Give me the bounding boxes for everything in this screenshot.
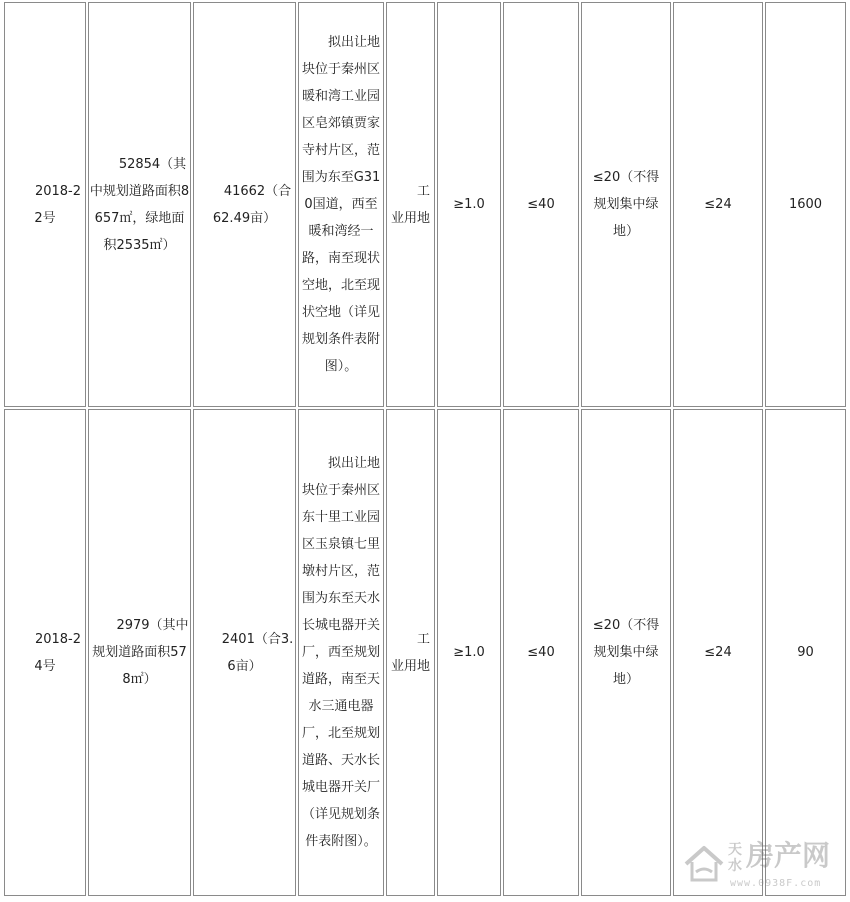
green-ratio-cell: ≤20（不得规划集中绿地） [581, 2, 671, 407]
plot-ratio-cell: ≥1.0 [437, 409, 501, 896]
location-cell: 拟出让地块位于秦州区暖和湾工业园区皂郊镇贾家寺村片区，范围为东至G310国道，西至暖和湾经一路，南至现状空地，北至现状空地（详见规划条件表附图）。 [298, 2, 384, 407]
table-row [4, 409, 846, 896]
parcel-number-cell: 2018-24号 [4, 409, 86, 896]
watermark-small-text: 天水 [728, 842, 742, 874]
net-area-cell: 2401（合3.6亩） [193, 409, 296, 896]
green-ratio-cell: ≤20（不得规划集中绿地） [581, 409, 671, 896]
building-density-cell: ≤40 [503, 2, 579, 407]
building-density-cell: ≤40 [503, 409, 579, 896]
net-area-cell: 41662（合62.49亩） [193, 2, 296, 407]
house-logo-icon [682, 842, 726, 886]
table-row [4, 2, 846, 407]
land-use-cell: 工业用地 [386, 2, 435, 407]
total-area-cell: 2979（其中规划道路面积578㎡） [88, 409, 191, 896]
plot-ratio-cell: ≥1.0 [437, 2, 501, 407]
price-cell: 90 [765, 409, 846, 896]
price-cell: 1600 [765, 2, 846, 407]
parcel-number-cell: 2018-22号 [4, 2, 86, 407]
watermark-url: www.0938F.com [730, 878, 822, 889]
watermark-brand-text: 房产网 [746, 839, 831, 872]
total-area-cell: 52854（其中规划道路面积8657㎡，绿地面积2535㎡） [88, 2, 191, 407]
land-use-cell: 工业用地 [386, 409, 435, 896]
height-cell: ≤24 [673, 2, 763, 407]
land-parcel-table [2, 0, 848, 898]
location-cell: 拟出让地块位于秦州区东十里工业园区玉泉镇七里墩村片区，范围为东至天水长城电器开关厂，西至规划道路，南至天水三通电器厂，北至规划道路、天水长城电器开关厂（详见规划条件表附图）。 [298, 409, 384, 896]
height-cell: ≤24 [673, 409, 763, 896]
site-watermark [682, 834, 842, 896]
